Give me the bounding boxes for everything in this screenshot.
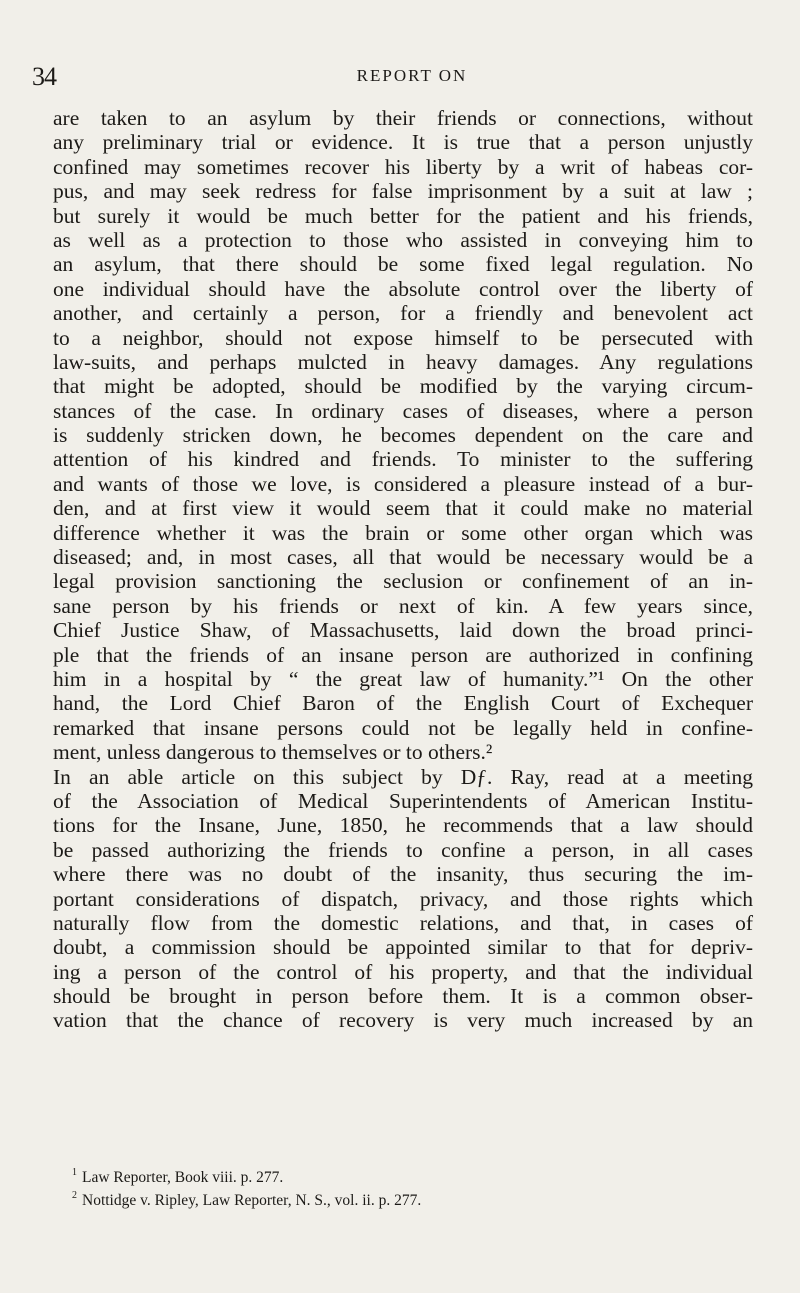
text-line: stances of the case. In ordinary cases of diseases, where a person	[53, 398, 753, 423]
text-line: should be brought in person before them. It is a common obser-	[53, 984, 753, 1009]
footnote-text: Nottidge v. Ripley, Law Reporter, N. S., vol. ii. p. 277.	[82, 1192, 422, 1210]
text-line: difference whether it was the brain or some other organ which was	[53, 520, 753, 545]
text-line: remarked that insane persons could not be legally held in confine-	[53, 715, 753, 740]
footnote	[72, 1187, 762, 1210]
text-line: naturally flow from the domestic relations, and that, in cases of	[53, 910, 753, 935]
text-line: any preliminary trial or evidence. It is true that a person unjustly	[53, 130, 753, 155]
text-line: another, and certainly a person, for a friendly and benevolent act	[53, 301, 753, 326]
footnote-text: Law Reporter, Book viii. p. 277.	[82, 1169, 284, 1187]
text-line: In an able article on this subject by Dƒ. Ray, read at a meeting	[53, 764, 753, 789]
footnote-mark: 1	[72, 1167, 77, 1178]
text-line: doubt, a commission should be appointed similar to that for depriv-	[53, 935, 753, 960]
running-head: REPORT ON	[356, 66, 468, 85]
text-line: legal provision sanctioning the seclusion or confinement of an in-	[53, 569, 753, 594]
text-line: ing a person of the control of his property, and that the individual	[53, 959, 753, 984]
text-line: confined may sometimes recover his liberty by a writ of habeas cor-	[53, 154, 753, 179]
text-line: to a neighbor, should not expose himself to be persecuted with	[53, 325, 753, 350]
text-line: hand, the Lord Chief Baron of the English Court of Exchequer	[53, 691, 753, 716]
text-line: is suddenly stricken down, he becomes dependent on the care and	[53, 423, 753, 448]
text-line: and wants of those we love, is considered a pleasure instead of a bur-	[53, 471, 753, 496]
text-line: Chief Justice Shaw, of Massachusetts, laid down the broad princi-	[53, 618, 753, 643]
text-line: portant considerations of dispatch, privacy, and those rights which	[53, 886, 753, 911]
text-line: ment, unless dangerous to themselves or to others.²	[53, 740, 493, 765]
text-line: but surely it would be much better for the patient and his friends,	[53, 203, 753, 228]
footnote	[72, 1164, 762, 1187]
text-line: diseased; and, in most cases, all that would be necessary would be a	[53, 545, 753, 570]
text-line: of the Association of Medical Superintendents of American Institu-	[53, 788, 753, 813]
body-text	[53, 106, 753, 1033]
text-line: den, and at first view it would seem that it could make no material	[53, 496, 753, 521]
text-line: sane person by his friends or next of kin. A few years since,	[53, 593, 753, 618]
text-line: ple that the friends of an insane person are authorized in confining	[53, 642, 753, 667]
text-line: tions for the Insane, June, 1850, he recommends that a law should	[53, 813, 753, 838]
text-line: him in a hospital by “ the great law of humanity.”¹ On the other	[53, 666, 753, 691]
text-line: vation that the chance of recovery is very much increased by an	[53, 1008, 753, 1033]
page-number: 34	[32, 62, 56, 91]
text-line: as well as a protection to those who assisted in conveying him to	[53, 227, 753, 252]
page-header	[32, 60, 732, 90]
text-line: where there was no doubt of the insanity, thus securing the im-	[53, 862, 753, 887]
text-line: be passed authorizing the friends to confine a person, in all cases	[53, 837, 753, 862]
footnotes	[72, 1164, 762, 1210]
text-line: are taken to an asylum by their friends or connections, without	[53, 106, 753, 130]
text-line: pus, and may seek redress for false imprisonment by a suit at law ;	[53, 179, 753, 204]
text-line: an asylum, that there should be some fixed legal regulation. No	[53, 252, 753, 277]
text-line: attention of his kindred and friends. To minister to the suffering	[53, 447, 753, 472]
footnote-mark: 2	[72, 1190, 77, 1202]
text-line: that might be adopted, should be modified by the varying circum-	[53, 374, 753, 399]
text-line: one individual should have the absolute control over the liberty of	[53, 276, 753, 301]
text-line: law-suits, and perhaps mulcted in heavy damages. Any regulations	[53, 349, 753, 374]
